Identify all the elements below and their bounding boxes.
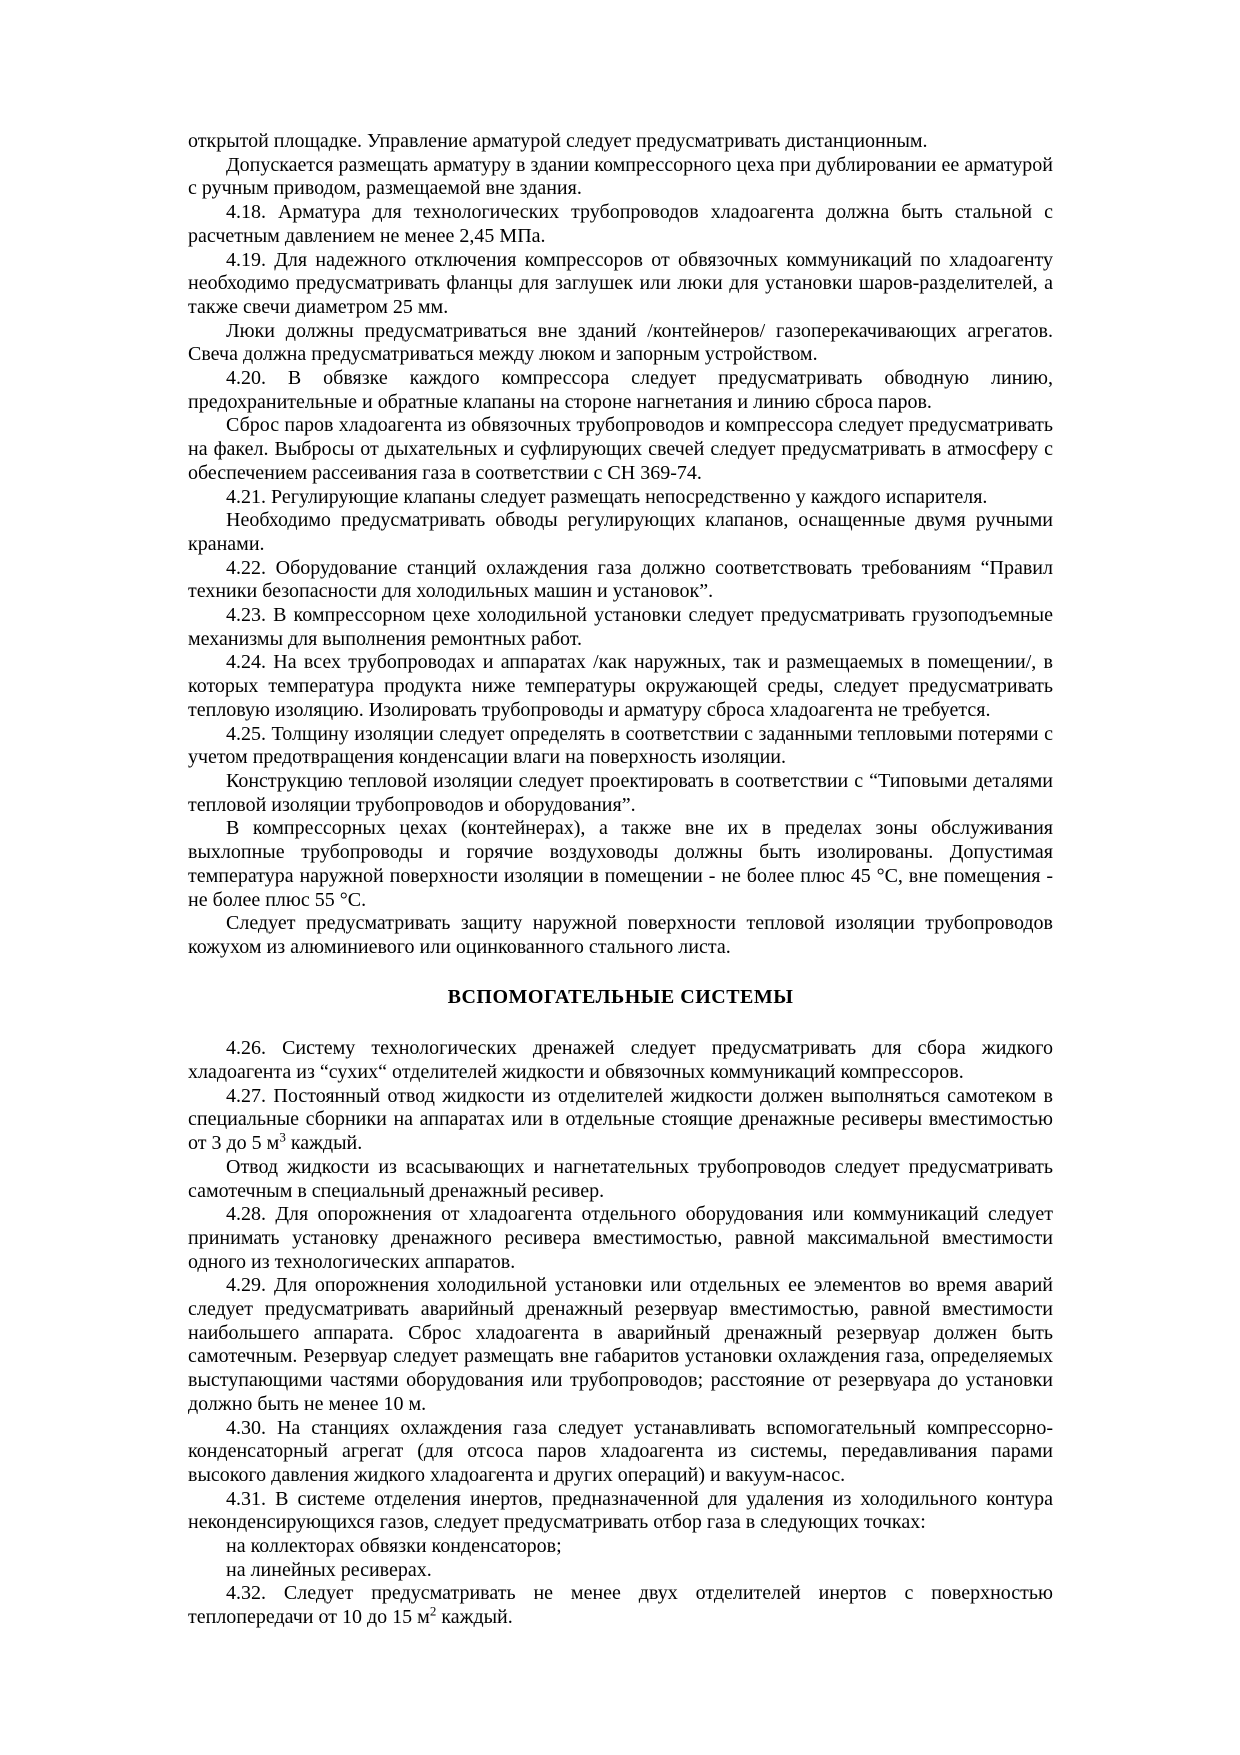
paragraph bbox=[188, 249, 1053, 320]
text-run: каждый. bbox=[436, 1606, 513, 1629]
text-run: В компрессорных цехах (контейнерах), а также вне их в пределах зоны обслуживания выхлопные трубопроводы и горячие воздуховоды должны быть изолированы. Допустимая температура наружной поверхности изоляции в помещении - не более плюс 45 °С, вне помещения - не более плюс 55 °С. bbox=[188, 817, 1053, 911]
text-run: каждый. bbox=[285, 1132, 363, 1155]
paragraph bbox=[188, 1274, 1053, 1416]
paragraph bbox=[188, 1037, 1053, 1084]
text-run: 4.20. В обвязке каждого компрессора следует предусматривать обводную линию, предохранительные и обратные клапаны на стороне нагнетания и линию сброса паров. bbox=[188, 367, 1053, 413]
text-run: 4.27. Постоянный отвод жидкости из отделителей жидкости должен выполняться самотеком в специальные сборники на аппаратах или в отдельные стоящие дренажные ресиверы вместимостью от 3 до 5 м bbox=[188, 1084, 1053, 1155]
text-run: Сброс паров хладоагента из обвязочных трубопроводов и компрессора следует предусматривать на факел. Выбросы от дыхательных и суфлирующих свечей следует предусматривать в атмосферу с обеспечением рассеивания газа в соответствии с СН 369-74. bbox=[188, 414, 1053, 484]
paragraph bbox=[188, 320, 1053, 367]
paragraph bbox=[188, 912, 1053, 959]
text-run: 4.29. Для опорожнения холодильной установки или отдельных ее элементов во время аварий следует предусматривать аварийный дренажный резервуар вместимостью, равной вместимости наибольшего аппарата. Сброс хладоагента в аварийный дренажный резервуар должен быть самотечным. Резервуар следует размещать вне габаритов установки охлаждения газа, определяемых выступающими частями оборудования или трубопроводов; расстояние от резервуара до установки должно быть не менее 10 м. bbox=[188, 1274, 1053, 1415]
paragraph bbox=[188, 1203, 1053, 1274]
text-run: 4.26. Систему технологических дренажей следует предусматривать для сбора жидкого хладоагента из “сухих“ отделителей жидкости и обвязочных коммуникаций компрессоров. bbox=[188, 1037, 1053, 1084]
paragraph bbox=[188, 1582, 1053, 1629]
text-run: 4.30. На станциях охлаждения газа следует устанавливать вспомогательный компрессорно-конденсаторный агрегат (для отсоса паров хладоагента из системы, передавливания парами высокого давления жидкого хладоагента и других операций) и вакуум-насос. bbox=[188, 1416, 1053, 1486]
text-run: Конструкцию тепловой изоляции следует проектировать в соответствии с “Типовыми деталями тепловой изоляции трубопроводов и оборудования”. bbox=[188, 769, 1053, 816]
text-run: Необходимо предусматривать обводы регулирующих клапанов, оснащенные двумя ручными кранами. bbox=[188, 509, 1053, 555]
paragraph bbox=[188, 1417, 1053, 1488]
text-run: 4.19. Для надежного отключения компрессоров от обвязочных коммуникаций по хладоагенту необходимо предусматривать фланцы для заглушек или люки для установки шаров-разделителей, а также свечи диаметром 25 мм. bbox=[188, 248, 1053, 318]
text-run: Допускается размещать арматуру в здании компрессорного цеха при дублировании ее арматурой с ручным приводом, размещаемой вне здания. bbox=[188, 153, 1053, 200]
paragraph bbox=[188, 130, 1053, 154]
paragraph bbox=[188, 1156, 1053, 1203]
text-run: 4.21. Регулирующие клапаны следует размещать непосредственно у каждого испарителя. bbox=[226, 485, 988, 508]
paragraph bbox=[188, 604, 1053, 651]
paragraph bbox=[188, 1535, 1053, 1559]
text-run: 4.18. Арматура для технологических трубопроводов хладоагента должна быть стальной с расчетным давлением не менее 2,45 МПа. bbox=[188, 201, 1053, 247]
paragraph bbox=[188, 1085, 1053, 1156]
text-run: 4.31. В системе отделения инертов, предназначенной для удаления из холодильного контура неконденсирующихся газов, следует предусматривать отбор газа в следующих точках: bbox=[188, 1487, 1053, 1534]
paragraph bbox=[188, 817, 1053, 912]
paragraph bbox=[188, 1488, 1053, 1535]
text-run: Следует предусматривать защиту наружной поверхности тепловой изоляции трубопроводов кожухом из алюминиевого или оцинкованного стального листа. bbox=[188, 912, 1053, 958]
superscript: 2 bbox=[429, 1603, 437, 1619]
paragraph bbox=[188, 651, 1053, 722]
paragraph bbox=[188, 154, 1053, 201]
text-run: 4.24. На всех трубопроводах и аппаратах /как наружных, так и размещаемых в помещении/, в которых температура продукта ниже температуры окружающей среды, следует предусматривать тепловую изоляцию. Изолировать трубопроводы и арматуру сброса хладоагента не требуется. bbox=[188, 651, 1053, 721]
paragraph bbox=[188, 770, 1053, 817]
text-run: 4.23. В компрессорном цехе холодильной установки следует предусматривать грузоподъемные механизмы для выполнения ремонтных работ. bbox=[188, 604, 1053, 650]
paragraph bbox=[188, 367, 1053, 414]
paragraph bbox=[188, 201, 1053, 248]
section-heading bbox=[188, 986, 1053, 1010]
paragraph bbox=[188, 723, 1053, 770]
paragraph bbox=[188, 486, 1053, 510]
text-run: ВСПОМОГАТЕЛЬНЫЕ СИСТЕМЫ bbox=[447, 985, 794, 1008]
text-run: Отвод жидкости из всасывающих и нагнетательных трубопроводов следует предусматривать самотечным в специальный дренажный ресивер. bbox=[188, 1155, 1053, 1202]
paragraph bbox=[188, 414, 1053, 485]
text-run: 4.25. Толщину изоляции следует определять в соответствии с заданными тепловыми потерями с учетом предотвращения конденсации влаги на поверхность изоляции. bbox=[188, 722, 1053, 769]
document-body bbox=[188, 130, 1053, 1630]
paragraph bbox=[188, 509, 1053, 556]
superscript: 3 bbox=[279, 1129, 286, 1145]
text-run: 4.22. Оборудование станций охлаждения газа должно соответствовать требованиям “Правил техники безопасности для холодильных машин и установок”. bbox=[188, 556, 1053, 603]
text-run: на коллекторах обвязки конденсаторов; bbox=[226, 1535, 562, 1558]
text-run: открытой площадке. Управление арматурой следует предусматривать дистанционным. bbox=[188, 130, 928, 152]
text-run: 4.32. Следует предусматривать не менее двух отделителей инертов с поверхностью теплопередачи от 10 до 15 м bbox=[188, 1582, 1053, 1629]
paragraph bbox=[188, 1559, 1053, 1583]
text-run: 4.28. Для опорожнения от хладоагента отдельного оборудования или коммуникаций следует принимать установку дренажного ресивера вместимостью, равной максимальной вместимости одного из технологических аппаратов. bbox=[188, 1203, 1053, 1273]
paragraph bbox=[188, 557, 1053, 604]
text-run: Люки должны предусматриваться вне зданий /контейнеров/ газоперекачивающих агрегатов. Свеча должна предусматриваться между люком и запорным устройством. bbox=[188, 319, 1053, 366]
text-run: на линейных ресиверах. bbox=[226, 1558, 432, 1581]
